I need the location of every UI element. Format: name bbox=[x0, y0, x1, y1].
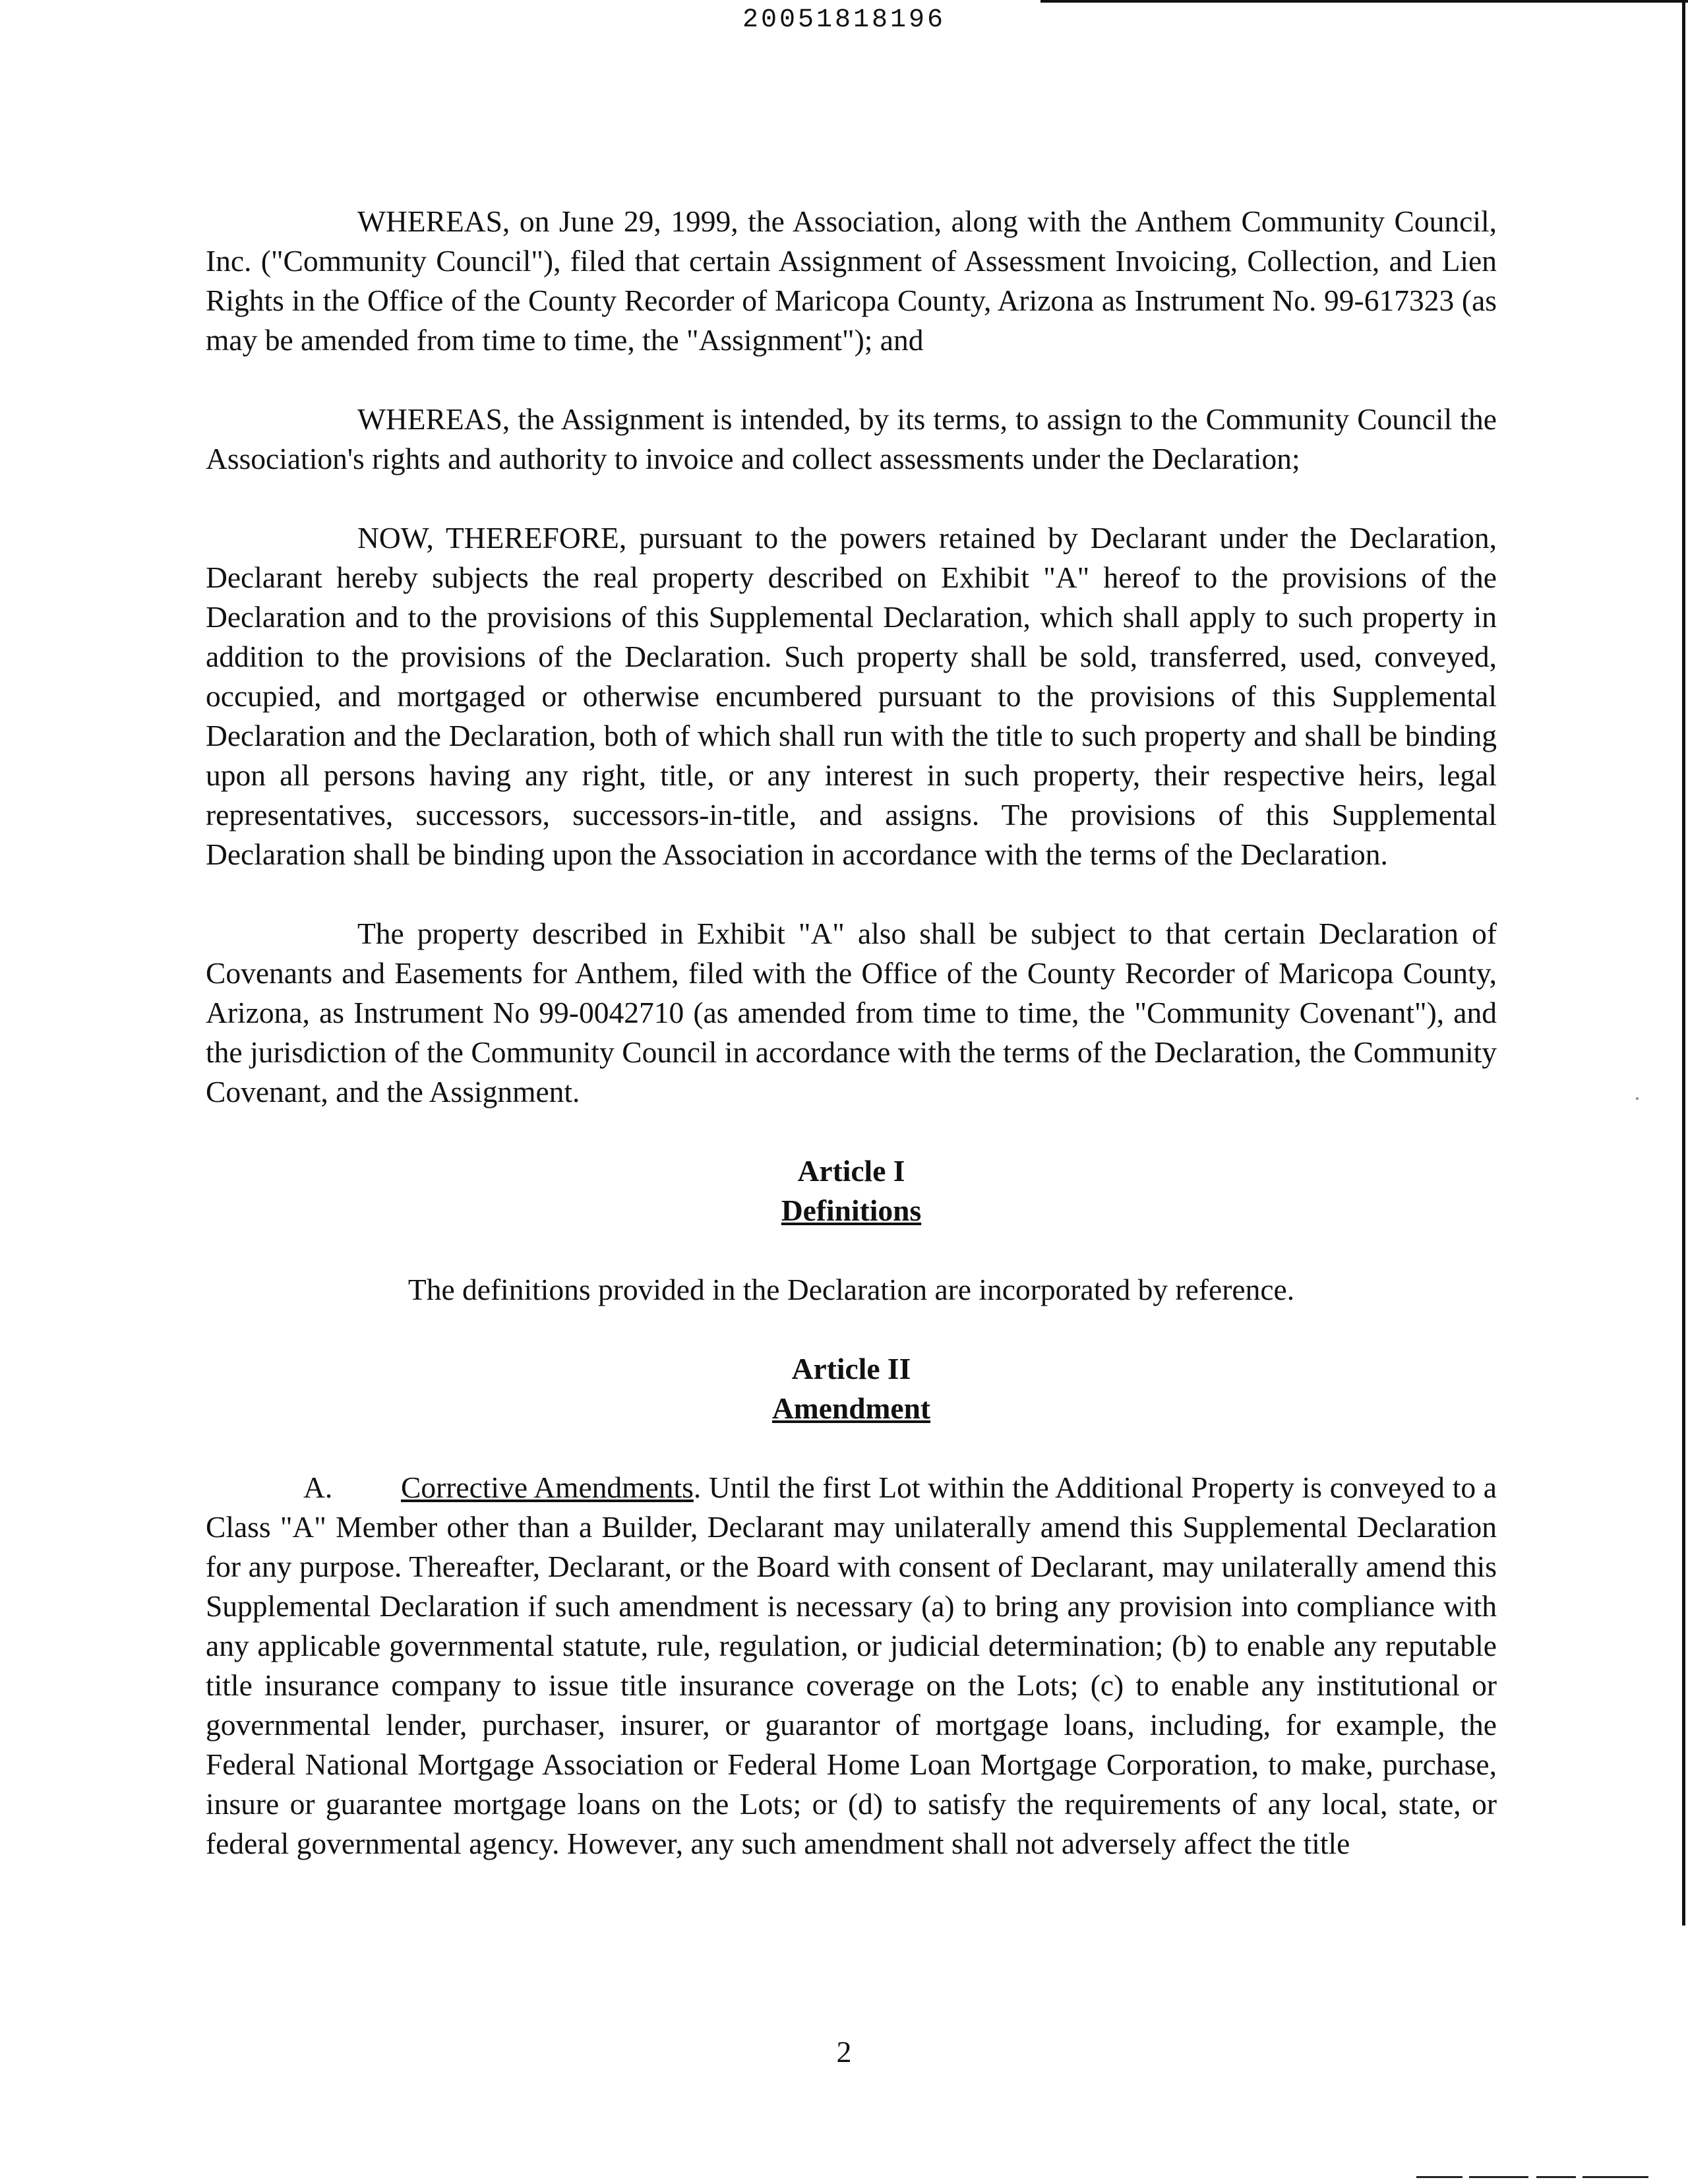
paragraph-property-exhibit: The property described in Exhibit "A" also shall be subject to that certain Declaration of Covenants and Easements for Anthem, filed with the Office of the County Recorder of Maricopa County, Arizona, as Instrument No 99-0042710 (as amended from time to time, the "Community Covenant"), and the jurisdiction of the Community Council in accordance with the terms of the Declaration, the Community Covenant, and the Assignment. bbox=[206, 917, 1497, 1108]
scan-dash bbox=[1582, 2176, 1648, 2178]
document-body bbox=[206, 202, 1497, 1903]
scan-border-top bbox=[1040, 0, 1688, 3]
section-a-heading: Corrective Amendments bbox=[401, 1471, 694, 1504]
section-a-paragraph bbox=[206, 1468, 1497, 1864]
paragraph-now-therefore: NOW, THEREFORE, pursuant to the powers retained by Declarant under the Declaration, Declarant hereby subjects the real property described on Exhibit "A" hereof to the provisions of the Declaration and to the provisions of this Supplemental Declaration, which shall apply to such property in addition to the provisions of the Declaration. Such property shall be sold, transferred, used, conveyed, occupied, and mortgaged or otherwise encumbered pursuant to the provisions of this Supplemental Declaration and the Declaration, both of which shall run with the title to such property and shall be binding upon all persons having any right, title, or any interest in such property, their respective heirs, legal representatives, successors, successors-in-title, and assigns. The provisions of this Supplemental Declaration shall be binding upon the Association in accordance with the terms of the Declaration. bbox=[206, 521, 1497, 871]
paragraph-whereas-intended: WHEREAS, the Assignment is intended, by its terms, to assign to the Community Council the Association's rights and authority to invoice and collect assessments under the Declaration; bbox=[206, 402, 1497, 475]
document-number: 20051818196 bbox=[742, 5, 946, 35]
scan-border-right bbox=[1682, 0, 1685, 1926]
article-1-title: Article I bbox=[797, 1154, 905, 1188]
article-1-subtitle: Definitions bbox=[781, 1194, 922, 1227]
page-number: 2 bbox=[836, 2035, 852, 2069]
scan-dash bbox=[1469, 2176, 1528, 2178]
section-a-label: A. bbox=[303, 1471, 333, 1504]
scan-dash bbox=[1536, 2176, 1576, 2178]
scan-speck bbox=[1636, 1097, 1639, 1100]
article-2-subtitle: Amendment bbox=[771, 1391, 931, 1425]
article-1-heading bbox=[206, 1151, 1497, 1230]
article-1-text: The definitions provided in the Declaration are incorporated by reference. bbox=[407, 1273, 1295, 1306]
scan-dash bbox=[1416, 2176, 1462, 2178]
article-2-heading bbox=[206, 1349, 1497, 1428]
article-2-title: Article II bbox=[791, 1352, 911, 1385]
section-a-text: . Until the first Lot within the Additional Property is conveyed to a Class "A" Member other than a Builder, Declarant may unilaterally amend this Supplemental Declaration for any purpose. Thereafter, Declarant, or the Board with consent of Declarant, may unilaterally amend this Supplemental Declaration if such amendment is necessary (a) to bring any provision into compliance with any applicable governmental statute, rule, regulation, or judicial determination; (b) to enable any reputable title insurance company to issue title insurance coverage on the Lots; (c) to enable any institutional or governmental lender, purchaser, insurer, or guarantor of mortgage loans, including, for example, the Federal National Mortgage Association or Federal Home Loan Mortgage Corporation, to make, purchase, insure or guarantee mortgage loans on the Lots; or (d) to satisfy the requirements of any local, state, or federal governmental agency. However, any such amendment shall not adversely affect the title bbox=[206, 1471, 1497, 1860]
paragraph-whereas-assignment: WHEREAS, on June 29, 1999, the Association, along with the Anthem Community Council, Inc. ("Community Council"), filed that certain Assignment of Assessment Invoicing, Collection, and Lien Rights in the Office of the County Recorder of Maricopa County, Arizona as Instrument No. 99-617323 (as may be amended from time to time, the "Assignment"); and bbox=[206, 204, 1497, 357]
